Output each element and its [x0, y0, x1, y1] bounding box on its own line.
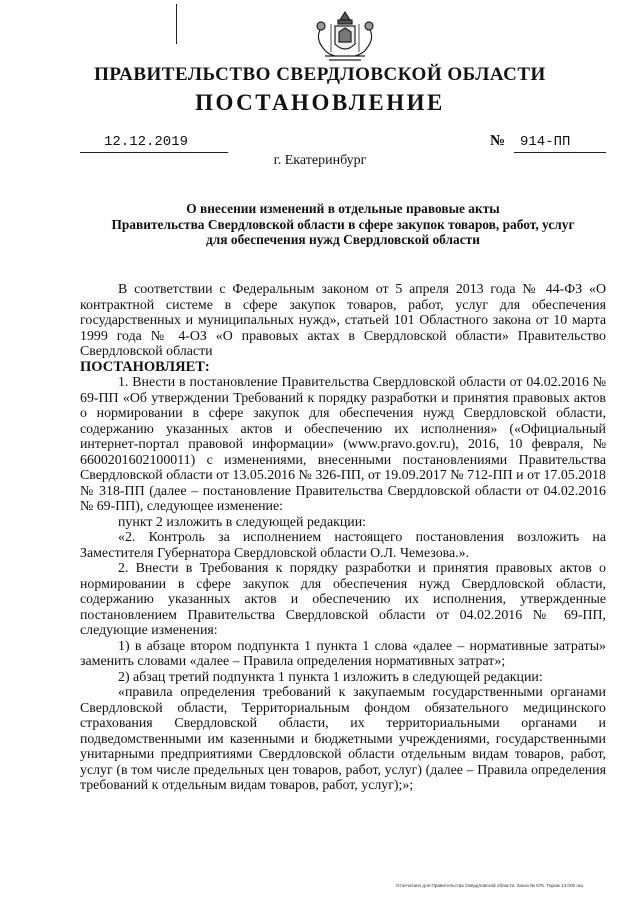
title-line-1: О внесении изменений в отдельные правовые акты — [186, 201, 500, 216]
margin-mark-line — [176, 4, 177, 44]
preamble-paragraph: В соответствии с Федеральным законом от 5 апреля 2013 года № 44-ФЗ «О контрактной системе в сфере закупок товаров, работ, услуг для обеспечения государственных и муниципальных нужд», статьей 101 Областного закона от 10 марта 1999 года № 4-ОЗ «О правовых актах в Свердловской области» Правительство Свердловской области — [80, 282, 606, 359]
document-title — [80, 201, 606, 248]
government-name: ПРАВИТЕЛЬСТВО СВЕРДЛОВСКОЙ ОБЛАСТИ — [94, 64, 546, 85]
clause-2-new-text: «правила определения требований к закупаемым государственными органами Свердловской области, Территориальным фондом обязательного медицинского страхования Свердловской области, их территориальными органами и подведомственными им казенными и бюджетными учреждениями, государственными унитарными предприятиями Свердловской области отдельным видам товаров, работ, услуг (в том числе предельных цен товаров, работ, услуг) (далее – Правила определения требований к отдельным видам товаров, работ, услуг);»; — [80, 685, 606, 793]
document-number: 914-ПП — [520, 134, 571, 150]
title-line-3: для обеспечения нужд Свердловской области — [206, 232, 480, 247]
clause-2-paragraph: 2. Внести в Требования к порядку разработки и принятия правовых актов о нормировании в сфере закупок для обеспечения нужд Свердловской области, содержанию указанных актов и обеспечению их исполнения, утвержденные постановлением Правительства Свердловской области от 04.02.2016 № 69-ПП, следующие изменения: — [80, 561, 606, 638]
resolves-heading: ПОСТАНОВЛЯЕТ: — [80, 358, 210, 375]
clause-1-new-text: «2. Контроль за исполнением настоящего постановления возложить на Заместителя Губернатора Свердловской области О.Л. Чемезова.». — [80, 530, 606, 561]
clause-2-item-2: 2) абзац третий подпункта 1 пункта 1 изложить в следующей редакции: — [118, 669, 543, 685]
clause-1-paragraph: 1. Внести в постановление Правительства Свердловской области от 04.02.2016 № 69-ПП «Об утверждении Требований к порядку разработки и принятия правовых актов о нормировании в сфере закупок для обеспечения нужд Свердловской области, содержанию указанных актов и обеспечению их исполнения» («Официальный интернет-портал правовой информации» (www.pravo.gov.ru), 2016, 10 февраля, № 6600201602100011) с изменениями, внесенными постановлениями Правительства Свердловской области от 13.05.2016 № 326-ПП, от 19.09.2017 № 712-ПП и от 17.05.2018 № 318-ПП (далее – постановление Правительства Свердловской области от 04.02.2016 № 69-ПП), следующее изменение: — [80, 375, 606, 514]
document-date: 12.12.2019 — [104, 134, 189, 150]
number-sign: № — [490, 133, 506, 149]
city: г. Екатеринбург — [273, 153, 367, 168]
coat-of-arms-emblem — [309, 6, 381, 66]
clause-2-item-1: 1) в абзаце втором подпункта 1 пункта 1 слова «далее – нормативные затраты» заменить словами «далее – Правила определения нормативных затрат»; — [80, 638, 606, 669]
clause-1-instruction: пункт 2 изложить в следующей редакции: — [118, 514, 367, 530]
document-type-heading: ПОСТАНОВЛЕНИЕ — [195, 90, 445, 115]
title-line-2: Правительства Свердловской области в сфере закупок товаров, работ, услуг — [111, 216, 575, 232]
print-note-footer: Отпечатано для Правительства Свердловской области. Заказ № 575. Тираж 14 000 экз. — [396, 883, 585, 888]
document-body — [80, 282, 606, 794]
